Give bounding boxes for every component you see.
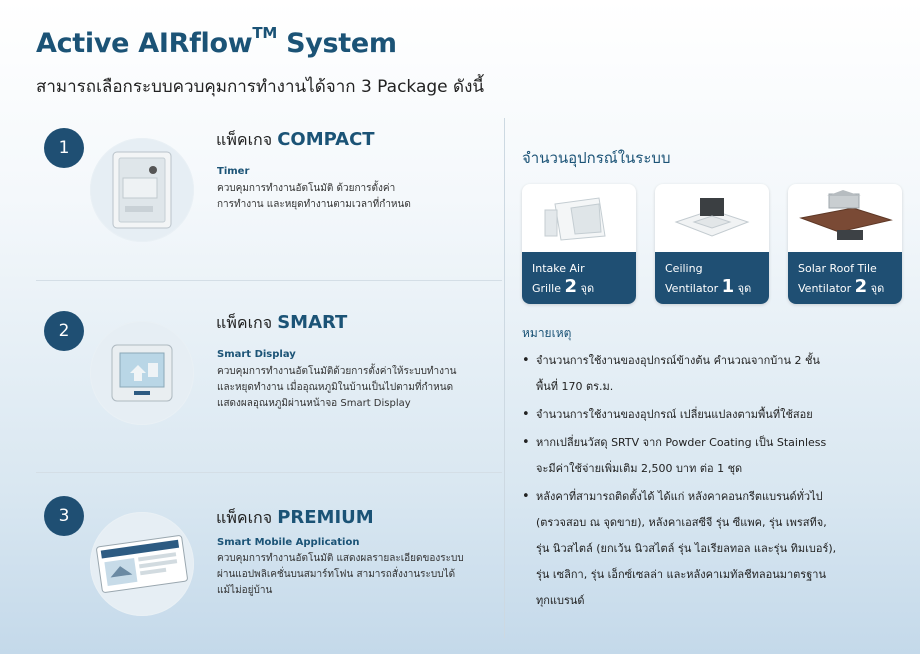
ceiling-ventilator-image: [655, 184, 769, 252]
package-name: แพ็คเกจ COMPACT: [216, 129, 375, 150]
package-smart: [44, 311, 504, 451]
package-divider: [36, 472, 502, 473]
page-title: Active AIRflow™ System: [36, 24, 397, 59]
vertical-divider: [504, 118, 505, 638]
equipment-label: Intake Air Grille 2 จุด: [522, 252, 636, 304]
package-desc: ควบคุมการทำงานอัตโนมัติ ด้วยการตั้งค่า การทำงาน และหยุดทำงานตามเวลาที่กำหนด: [217, 183, 411, 210]
package-desc: ควบคุมการทำงานอัตโนมัติ แสดงผลรายละเอียดของระบบ ผ่านแอปพลิเคชั่นบนสมาร์ทโฟน สามารถสั่งงานระบบได้ แม้ไม่อยู่บ้าน: [217, 553, 464, 596]
package-number-badge: 2: [44, 311, 84, 351]
equipment-heading: จำนวนอุปกรณ์ในระบบ: [522, 149, 671, 167]
note-item: • จำนวนการใช้งานของอุปกรณ์ เปลี่ยนแปลงตามพื้นที่ใช้สอย: [522, 402, 892, 428]
timer-device-image: [90, 138, 194, 242]
mobile-app-image: [90, 512, 194, 616]
intake-grille-image: [522, 184, 636, 252]
solar-roof-tile-image: [788, 184, 902, 252]
note-item: • จำนวนการใช้งานของอุปกรณ์ข้างต้น คำนวณจากบ้าน 2 ชั้น พื้นที่ 170 ตร.ม.: [522, 348, 892, 400]
package-sub: Smart Display: [217, 349, 296, 360]
package-name: แพ็คเกจ SMART: [216, 312, 348, 333]
package-compact: [44, 128, 504, 268]
trademark-sup: TM: [252, 24, 277, 42]
equipment-card-solar-roof-tile-ventilator: [788, 184, 902, 304]
package-sub: Timer: [217, 166, 250, 177]
package-premium: [44, 496, 504, 636]
package-desc: ควบคุมการทำงานอัตโนมัติด้วยการตั้งค่าให้ระบบทำงาน และหยุดทำงาน เมื่ออุณหภูมิในบ้านเป็นไปตามที่กำหนด แสดงผลอุณหภูมิผ่านหน้าจอ Smart Display: [217, 366, 457, 409]
equipment-label: Ceiling Ventilator 1 จุด: [655, 252, 769, 304]
note-item: • หลังคาที่สามารถติดตั้งได้ ได้แก่ หลังคาคอนกรีตแบรนด์ทั่วไป (ตรวจสอบ ณ จุดขาย), หลังคาเอสซีจี รุ่น ซีแพค, รุ่น เพรสทีจ, รุ่น นิวสไตล์ (ยกเว้น นิวสไตล์ รุ่น ไอเรียลทอล และรุ่น ทิมเบอร์), รุ่น เซลิกา, รุ่น เอ็กซ์เซลล่า และหลังคาเมทัลชีทลอนมาตรฐาน ทุกแบรนด์: [522, 484, 892, 614]
notes-list: [522, 348, 892, 616]
package-number-badge: 1: [44, 128, 84, 168]
equipment-card-intake-grille: [522, 184, 636, 304]
page-subtitle: สามารถเลือกระบบควบคุมการทำงานได้จาก 3 Package ดังนี้: [36, 77, 484, 97]
package-name: แพ็คเกจ PREMIUM: [216, 507, 374, 528]
package-sub: Smart Mobile Application: [217, 537, 360, 548]
smart-display-image: [90, 321, 194, 425]
equipment-label: Solar Roof Tile Ventilator 2 จุด: [788, 252, 902, 304]
equipment-card-ceiling-ventilator: [655, 184, 769, 304]
note-item: • หากเปลี่ยนวัสดุ SRTV จาก Powder Coating เป็น Stainless จะมีค่าใช้จ่ายเพิ่มเติม 2,500 บาท ต่อ 1 ชุด: [522, 430, 892, 482]
package-number-badge: 3: [44, 496, 84, 536]
package-divider: [36, 280, 502, 281]
notes-heading: หมายเหตุ: [522, 326, 572, 340]
